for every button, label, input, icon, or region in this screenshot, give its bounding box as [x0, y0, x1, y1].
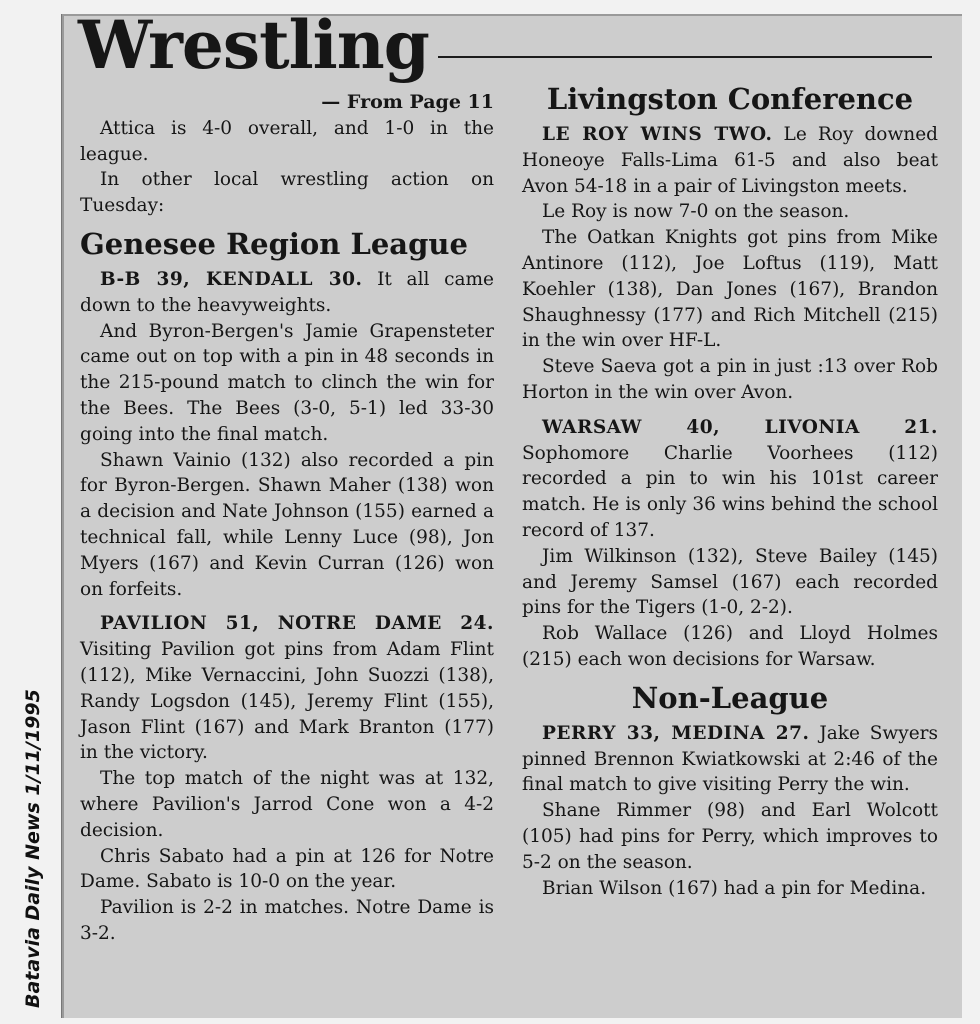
story-text: Sophomore Charlie Voorhees (112) recorded a pin to win his 101st career match. He is only 36 wins behind the school record of 137. [522, 442, 938, 541]
story-paragraph: Jim Wilkinson (132), Steve Bailey (145) and Jeremy Samsel (167) each recorded pins for the Tigers (1-0, 2-2). [522, 545, 938, 619]
story-paragraph: Steve Saeva got a pin in just :13 over Rob Horton in the win over Avon. [522, 356, 938, 403]
headline: Wrestling [78, 6, 429, 84]
section-title-genesee: Genesee Region League [80, 226, 468, 261]
story-paragraph: Brian Wilson (167) had a pin for Medina. [542, 877, 927, 899]
intro-paragraph: In other local wrestling action on Tuesday: [80, 169, 494, 217]
story-paragraph: Shane Rimmer (98) and Earl Wolcott (105) had pins for Perry, which improves to 5-2 on the season. [522, 800, 938, 873]
story-paragraph: Le Roy is now 7-0 on the season. [542, 201, 850, 223]
story-paragraph [80, 611, 494, 766]
story-paragraph: And Byron-Bergen's Jamie Grapensteter came out on top with a pin in 48 seconds in the 215-pound match to clinch the win for the Bees. The Bees (3-0, 5-1) led 33-30 going into the final match. [80, 320, 494, 445]
story-lead: LE ROY WINS TWO. [542, 124, 773, 145]
story-paragraph [80, 267, 494, 319]
story-paragraph: Chris Sabato had a pin at 126 for Notre Dame. Sabato is 10-0 on the year. [80, 845, 494, 893]
story-lead: B-B 39, KENDALL 30. [100, 268, 363, 290]
source-label: Batavia Daily News 1/11/1995 [22, 689, 44, 1008]
jump-line: — From Page 11 [321, 91, 494, 113]
story-paragraph [522, 415, 938, 544]
story-lead: PAVILION 51, NOTRE DAME 24. [100, 613, 494, 635]
right-column [522, 74, 938, 901]
story-paragraph: Rob Wallace (126) and Lloyd Holmes (215) each won decisions for Warsaw. [522, 623, 938, 670]
story-lead: WARSAW 40, LIVONIA 21. [542, 416, 938, 438]
section-title-nonleague: Non-League [631, 680, 829, 715]
story-text: Visiting Pavilion got pins from Adam Flint (112), Mike Vernaccini, John Suozzi (138), Randy Logsdon (145), Jeremy Flint (155), Jason Flint (167) and Mark Branton (177) in the victory. [80, 639, 494, 764]
headline-rule [438, 56, 932, 58]
intro-paragraph: Attica is 4-0 overall, and 1-0 in the league. [80, 117, 494, 165]
story-paragraph: Pavilion is 2-2 in matches. Notre Dame is 3-2. [80, 897, 494, 944]
section-title-livingston: Livingston Conference [546, 82, 914, 116]
story-paragraph: The top match of the night was at 132, where Pavilion's Jarrod Cone won a 4-2 decision. [80, 768, 494, 841]
story-lead: PERRY 33, MEDINA 27. [542, 722, 810, 744]
story-text: It all came down to the heavyweights. [80, 268, 494, 316]
story-paragraph [522, 122, 938, 199]
left-column [80, 90, 494, 947]
story-paragraph [522, 721, 938, 798]
story-text: Le Roy downed Honeoye Falls-Lima 61-5 and also beat Avon 54-18 in a pair of Livingston meets. [522, 124, 938, 197]
story-text: Jake Swyers pinned Brennon Kwiatkowski at 2:46 of the final match to give visiting Perry the win. [522, 722, 938, 796]
story-paragraph: Shawn Vainio (132) also recorded a pin for Byron-Bergen. Shawn Maher (138) won a decision and Nate Johnson (155) earned a technical fall, while Lenny Luce (98), Jon Myers (167) and Kevin Curran (126) won on forfeits. [80, 449, 494, 600]
story-paragraph: The Oatkan Knights got pins from Mike Antinore (112), Joe Loftus (119), Matt Koehler (138), Dan Jones (167), Brandon Shaughnessy (177) and Rich Mitchell (215) in the win over HF-L. [522, 227, 938, 352]
